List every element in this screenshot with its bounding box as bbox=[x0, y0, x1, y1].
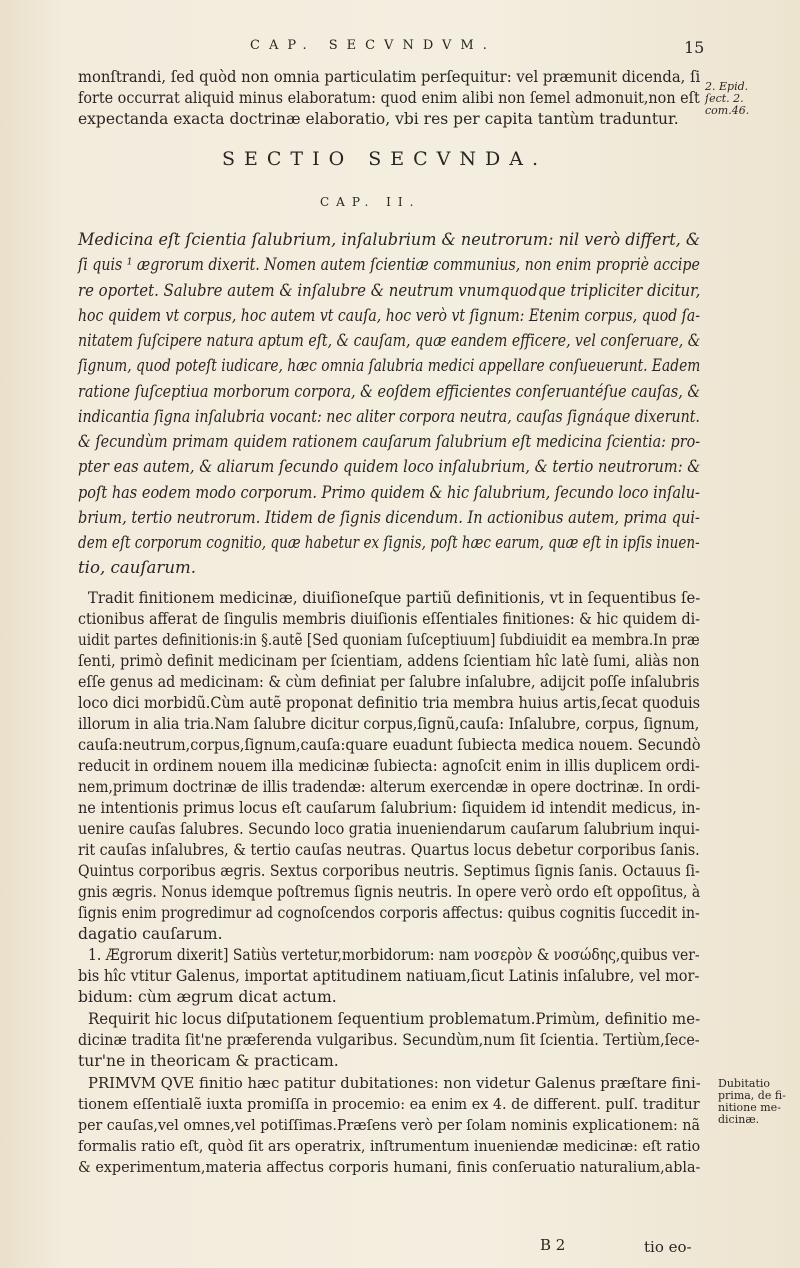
question-line: Requirit hic locus diſputationem ſequentium problematum.Primùm, definitio me- bbox=[88, 1010, 701, 1028]
page-number: 15 bbox=[684, 38, 705, 57]
text-line: tio, cauſarum. bbox=[78, 558, 197, 577]
dubitatio-line: per cauſas,vel omnes,vel potiſſimas.Præſens verò per ſolam nominis explicationem: nã bbox=[78, 1116, 700, 1134]
note-line: bis hîc vtitur Galenus, importat aptitudinem natiuam,ſicut Latinis inſalubre, vel mor- bbox=[78, 967, 700, 985]
note-line: 1. Ægrorum dixerit] Satiùs vertetur,morbidorum: nam νοσερὸν & νοσώδης,quibus ver- bbox=[88, 946, 700, 964]
commentary-line: Tradit finitionem medicinæ, diuiſioneſque partiũ definitionis, vt in ſequentibus ſe- bbox=[88, 589, 701, 607]
commentary-line: reducit in ordinem nouem illa medicinæ ſubiecta: agnoſcit enim in illis duplicem ordi- bbox=[78, 757, 700, 775]
text-line: dem eſt corporum cognitio, quæ habetur ex ſignis, poſt hæc earum, quæ eſt in ipſis inuen- bbox=[78, 533, 700, 552]
question-line: dicinæ tradita ſit'ne præferenda vulgaribus. Secundùm,num ſit ſcientia. Tertiùm,ſece- bbox=[78, 1031, 700, 1049]
commentary-line: cauſa:neutrum,corpus,ſignum,cauſa:quare euadunt ſubiecta medica nouem. Secundò bbox=[78, 736, 701, 754]
signature-mark: B 2 bbox=[540, 1236, 566, 1254]
margin-note-epid: 2. Epid. ſect. 2. com.46. bbox=[705, 80, 750, 117]
commentary-line: nem,primum doctrinæ de illis tradendæ: alterum exercendæ in opere doctrinæ. In ordi- bbox=[78, 778, 701, 796]
text-line: pter eas autem, & aliarum ſecundo quidem loco inſalubrium, & tertio neutrorum: & bbox=[78, 457, 701, 476]
intro-line: monſtrandi, ſed quòd non omnia particulatim perſequitur: vel præmunit dicenda, ſi bbox=[78, 68, 701, 86]
commentary-line: eſſe genus ad medicinam: & cùm definiat per ſalubre inſalubre, adijcit poſſe inſalubris bbox=[78, 673, 700, 691]
text-line: hoc quidem vt corpus, hoc autem vt cauſa, hoc verò vt ſignum: Etenim corpus, quod ſa- bbox=[78, 306, 701, 325]
commentary-line: ſenti, primò definit medicinam per ſcientiam, addens ſcientiam hîc latè ſumi, aliàs non bbox=[78, 652, 700, 670]
text-line: Medicina eſt ſcientia ſalubrium, inſalubrium & neutrorum: nil verò differt, & bbox=[78, 230, 701, 249]
text-line: brium, tertio neutrorum. Itidem de ſignis dicendum. In actionibus autem, prima qui- bbox=[78, 508, 700, 527]
question-line: tur'ne in theoricam & practicam. bbox=[78, 1052, 339, 1070]
catchword: tio eo- bbox=[644, 1238, 692, 1256]
commentary-line: illorum in alia tria.Nam ſalubre dicitur corpus,ſignũ,cauſa: Inſalubre, corpus, ſignum, bbox=[78, 715, 700, 733]
commentary-line: Quintus corporibus ægris. Sextus corporibus neutris. Septimus ſignis ſanis. Octauus ſi- bbox=[78, 862, 700, 880]
commentary-line: uidit partes definitionis:in §.autẽ [Sed quoniam ſuſceptiuum] ſubdiuidit ea membra.In præ bbox=[78, 631, 700, 649]
intro-line: forte occurrat aliquid minus elaboratum: quod enim alibi non ſemel admonuit,non eſt bbox=[78, 89, 700, 107]
dubitatio-line: PRIMVM QVE finitio hæc patitur dubitationes: non videtur Galenus præſtare fini- bbox=[88, 1074, 701, 1092]
text-line: ſignum, quod poteſt iudicare, hæc omnia ſalubria medici appellare conſueuerunt. Eadem bbox=[78, 356, 701, 375]
note-line: bidum: cùm ægrum dicat actum. bbox=[78, 988, 337, 1006]
commentary-line: ſignis enim progredimur ad cognoſcendos corporis affectus: quibus cognitis ſuccedit in- bbox=[78, 904, 700, 922]
commentary-line: uenire cauſas ſalubres. Secundo loco gratia inueniendarum cauſarum ſalubrium inqui- bbox=[78, 820, 700, 838]
text-line: & ſecundùm primam quidem rationem cauſarum ſalubrium eſt medicina ſcientia: pro- bbox=[78, 432, 701, 451]
commentary-line: dagatio cauſarum. bbox=[78, 925, 223, 943]
commentary-line: ne intentionis primus locus eſt cauſarum ſalubrium: ſiquidem id intendit medicus, in- bbox=[78, 799, 701, 817]
dubitatio-line: formalis ratio eſt, quòd ſit ars operatrix, inſtrumentum inueniendæ medicinæ: eſt ratio bbox=[78, 1137, 701, 1155]
dubitatio-line: & experimentum,materia affectus corporis humani, finis conſeruatio naturalium,abla- bbox=[78, 1158, 701, 1176]
commentary-line: ctionibus afferat de ſingulis membris diuiſionis eſſentiales finitiones: & hic quidem di- bbox=[78, 610, 701, 628]
margin-note-dubitatio: Dubitatio prima, de fi- nitione me- dicinæ. bbox=[718, 1077, 786, 1126]
text-line: ſi quis ¹ ægrorum dixerit. Nomen autem ſcientiæ communius, non enim propriè accipe bbox=[78, 255, 700, 274]
commentary-line: rit cauſas inſalubres, & tertio cauſas neutras. Quartus locus debetur corporibus ſanis. bbox=[78, 841, 700, 859]
text-line: re oportet. Salubre autem & inſalubre & neutrum vnumquodque tripliciter dicitur, bbox=[78, 281, 701, 300]
text-line: indicantia ſigna inſalubria vocant: nec aliter corpora neutra, cauſas ſignáque dixerunt. bbox=[78, 407, 700, 426]
intro-line: expectanda exacta doctrinæ elaboratio, vbi res per capita tantùm traduntur. bbox=[78, 110, 679, 128]
chapter-title: CAP. II. bbox=[320, 195, 421, 209]
section-title: SECTIO SECVNDA. bbox=[222, 148, 547, 170]
commentary-line: gnis ægris. Nonus idemque poſtremus ſignis neutris. In opere verò ordo eſt oppoſitus, à bbox=[78, 883, 701, 901]
text-line: poſt has eodem modo corporum. Primo quidem & hic ſalubrium, ſecundo loco inſalu- bbox=[78, 483, 700, 502]
dubitatio-line: tionem eſſentialẽ iuxta promiſſa in procemio: ea enim ex 4. de different. pulſ. traditur bbox=[78, 1095, 700, 1113]
running-title: CAP. SECVNDVM. bbox=[250, 38, 496, 53]
text-line: nitatem ſuſcipere natura aptum eſt, & cauſam, quæ eandem efficere, vel conſeruare, & bbox=[78, 331, 701, 350]
text-line: ratione ſuſceptiua morborum corpora, & eoſdem efficientes conſeruantéſue cauſas, & bbox=[78, 382, 701, 401]
commentary-line: loco dici morbidũ.Cùm autẽ proponat definitio tria membra huius artis,ſecat quoduis bbox=[78, 694, 701, 712]
